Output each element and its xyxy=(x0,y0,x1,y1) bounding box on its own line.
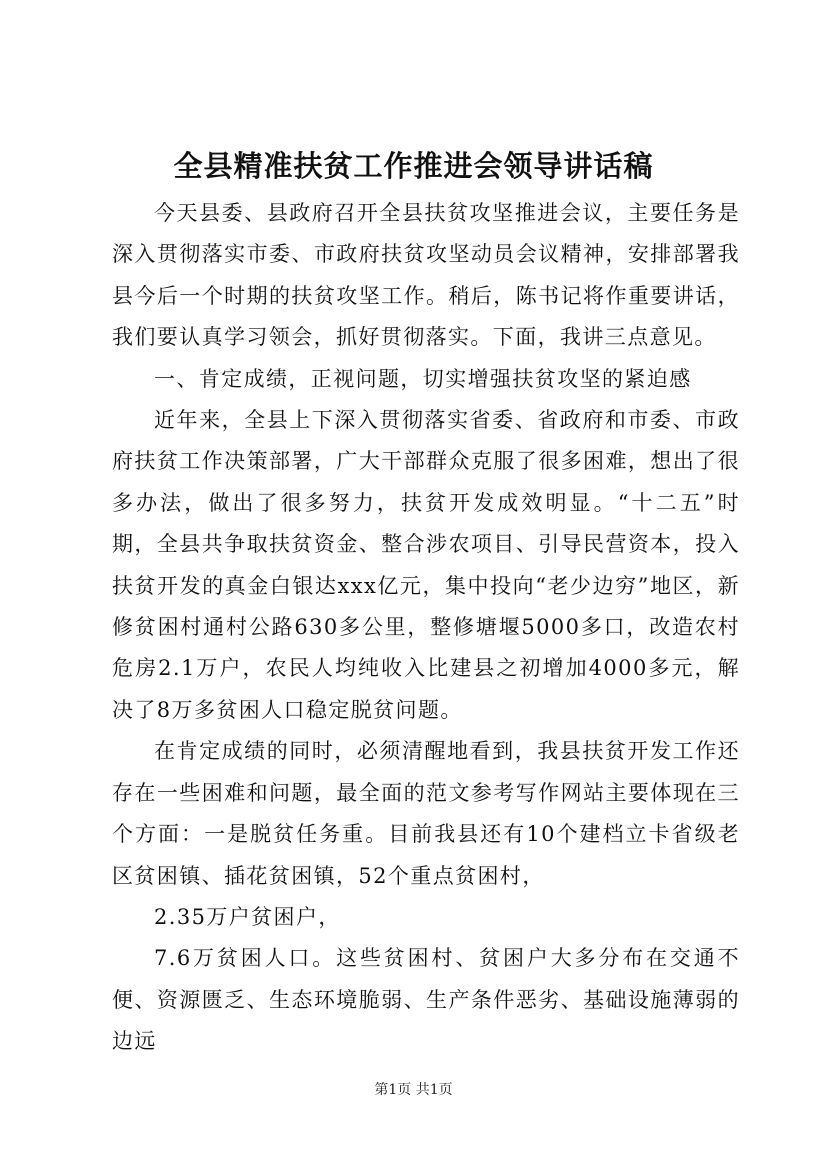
paragraph-intro: 今天县委、县政府召开全县扶贫攻坚推进会议，主要任务是深入贯彻落实市委、市政府扶贫攻坚动员会议精神，安排部署我县今后一个时期的扶贫攻坚工作。稍后，陈书记将作重要讲话，我们要认真学习领会，抓好贯彻落实。下面，我讲三点意见。 xyxy=(112,201,740,350)
document-body xyxy=(112,193,740,1063)
paragraph-households: 2.35万户贫困户， xyxy=(154,904,341,929)
section-heading-1: 一、肯定成绩，正视问题，切实增强扶贫攻坚的紧迫感 xyxy=(154,366,692,391)
paragraph-problems: 在肯定成绩的同时，必须清醒地看到，我县扶贫开发工作还存在一些困难和问题，最全面的范文参考写作网站主要体现在三个方面：一是脱贫任务重。目前我县还有10个建档立卡省级老区贫困镇、插花贫困镇，52个重点贫困村， xyxy=(112,739,740,888)
page-footer: 第1页 共1页 xyxy=(374,1082,453,1098)
paragraph-achievements: 近年来，全县上下深入贯彻落实省委、省政府和市委、市政府扶贫工作决策部署，广大干部群众克服了很多困难，想出了很多办法，做出了很多努力，扶贫开发成效明显。“十二五”时期，全县共争取扶贫资金、整合涉农项目、引导民营资本，投入扶贫开发的真金白银达xxx亿元，集中投向“老少边穷”地区，新修贫困村通村公路630多公里，整修塘堰5000多口，改造农村危房2.1万户，农民人均纯收入比建县之初增加4000多元，解决了8万多贫困人口稳定脱贫问题。 xyxy=(112,408,740,722)
paragraph-population: 7.6万贫困人口。这些贫困村、贫困户大多分布在交通不便、资源匮乏、生态环境脆弱、生产条件恶劣、基础设施薄弱的边远 xyxy=(112,946,740,1054)
document-title: 全县精准扶贫工作推进会领导讲话稿 xyxy=(173,149,654,183)
